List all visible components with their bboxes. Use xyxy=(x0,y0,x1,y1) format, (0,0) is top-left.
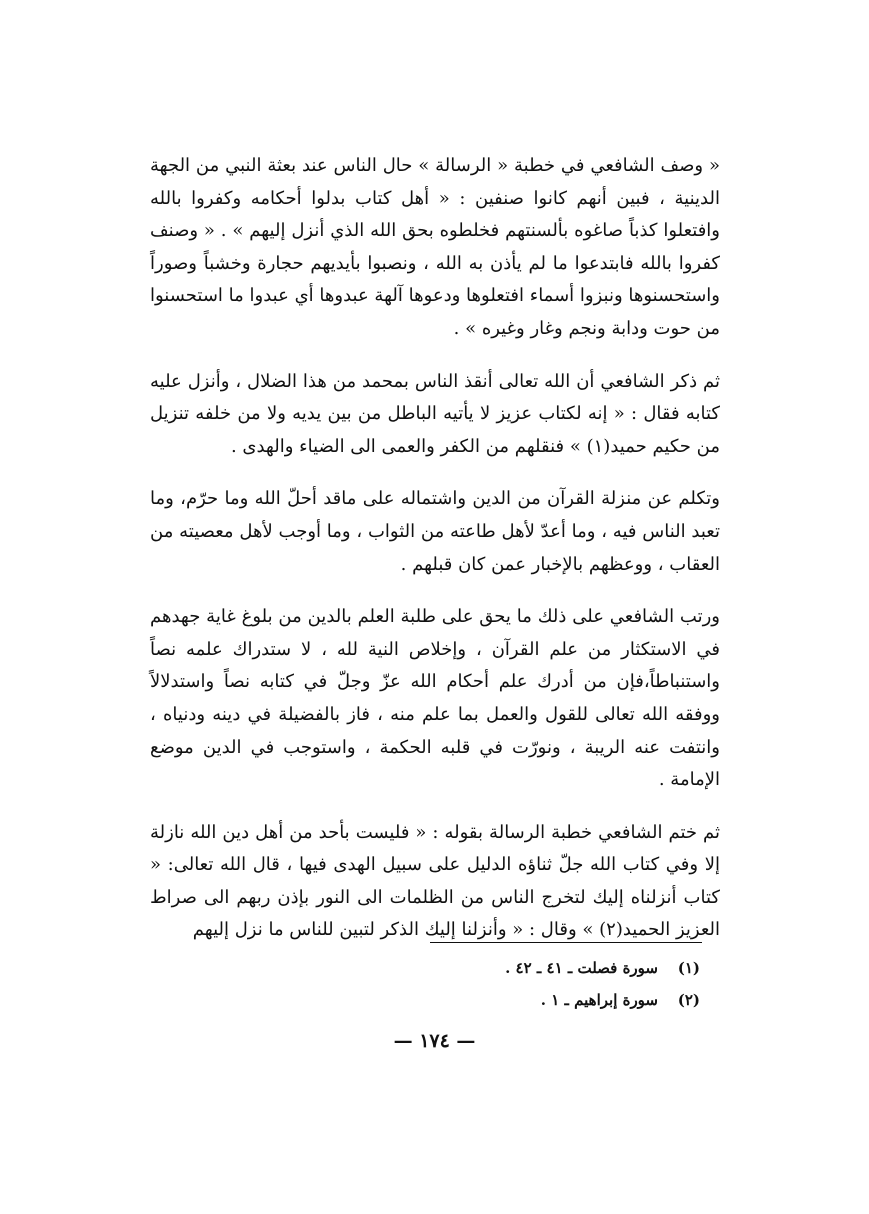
footnote-text: سورة فصلت ـ ٤١ ـ ٤٢ . xyxy=(505,959,658,977)
footnote-item xyxy=(430,952,700,984)
footnote-text: سورة إبراهيم ـ ١ . xyxy=(540,991,658,1009)
footnote-number: (١) xyxy=(677,959,700,977)
footnote-divider xyxy=(430,942,702,943)
paragraph-5: ثم ختم الشافعي خطبة الرسالة بقوله : « فليست بأحد من أهل دين الله نازلة إلا وفي كتاب الله جلّ ثناؤه الدليل على سبيل الهدى فيها ، قال الله تعالى: « كتاب أنزلناه إليك لتخرج الناس من الظلمات الى النور بإذن ربهم الى صراط العزيز الحميد(٢) » وقال : « وأنزلنا إليك الذكر لتبين للناس ما نزل إليهم xyxy=(150,821,720,941)
paragraph-1: « وصف الشافعي في خطبة « الرسالة » حال الناس عند بعثة النبي من الجهة الدينية ، فبين أنهم كانوا صنفين : « أهل كتاب بدلوا أحكامه وكفروا بالله وافتعلوا كذباً صاغوه بألسنتهم فخلطوه بحق الله الذي أنزل إليهم » . « وصنف كفروا بالله فابتدعوا ما لم يأذن به الله ، ونصبوا بأيديهم حجارة وخشباً وصوراً واستحسنوها ونبزوا أسماء افتعلوها ودعوها آلهة عبدوها أي عبدوا ما استحسنوا من حوت ودابة ونجم وغار وغيره » . xyxy=(150,155,720,339)
paragraph-4: ورتب الشافعي على ذلك ما يحق على طلبة العلم بالدين من بلوغ غاية جهدهم في الاستكثار من علم القرآن ، وإخلاص النية لله ، لا ستدراك علمه نصاً واستنباطاً،فإن من أدرك علم أحكام الله عزّ وجلّ في كتابه نصاً واستدلالاً ووفقه الله تعالى للقول والعمل بما علم منه ، فاز بالفضيلة في دينه ودنياه ، وانتفت عنه الريبة ، ونورّت في قلبه الحكمة ، واستوجب في الدين موضع الإمامة . xyxy=(150,606,720,791)
paragraph-3: وتكلم عن منزلة القرآن من الدين واشتماله على ماقد أحلّ الله وما حرّم، وما تعبد الناس فيه ، وما أعدّ لأهل طاعته من الثواب ، وما أوجب لأهل معصيته من العقاب ، ووعظهم بالإخبار عمن كان قبلهم . xyxy=(150,488,721,575)
paragraph-2: ثم ذكر الشافعي أن الله تعالى أنقذ الناس بمحمد من هذا الضلال ، وأنزل عليه كتابه فقال : « إنه لكتاب عزيز لا يأتيه الباطل من بين يديه ولا من خلفه تنزيل من حكيم حميد(١) » فنقلهم من الكفر والعمى الى الضياء والهدى . xyxy=(150,370,720,457)
page-number: — ١٧٤ — xyxy=(393,1030,476,1052)
footnote-number: (٢) xyxy=(677,991,700,1009)
footnote-item xyxy=(430,984,700,1016)
footnotes xyxy=(430,952,700,1016)
page-body xyxy=(150,150,720,967)
